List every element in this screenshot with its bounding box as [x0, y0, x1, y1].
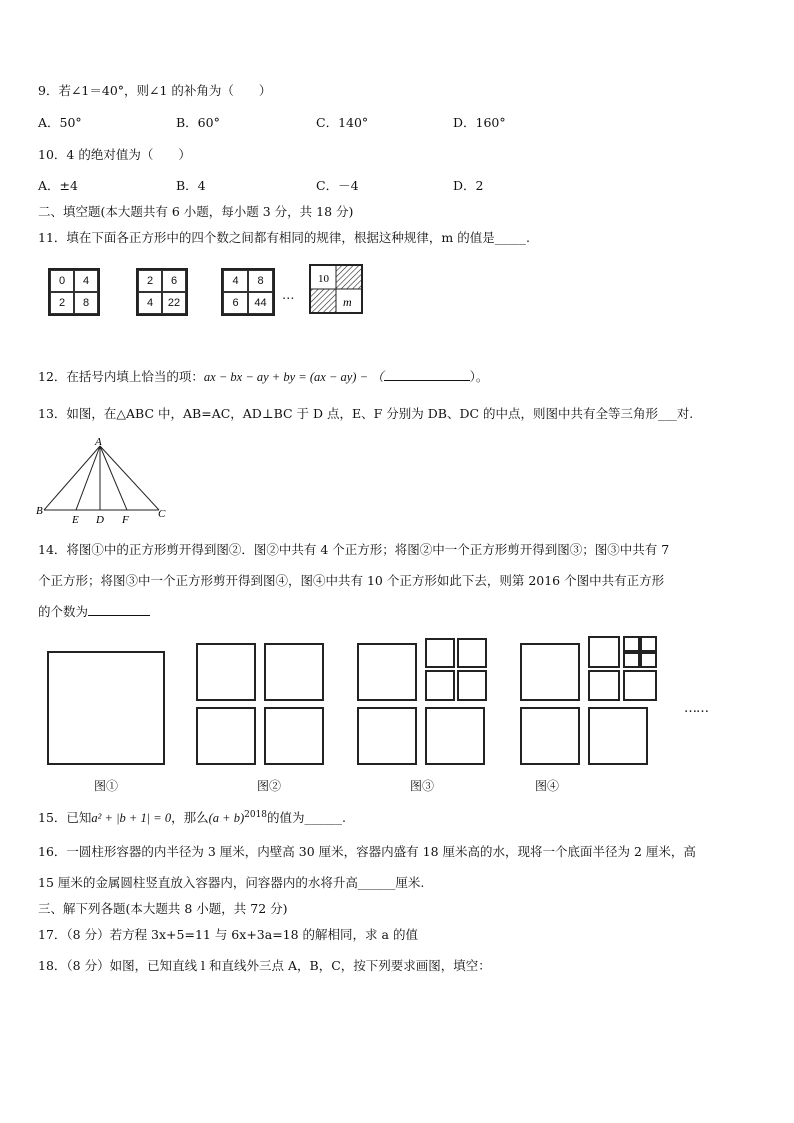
- vertex-label-a: A: [95, 436, 102, 448]
- q15-suffix: 的值为______.: [267, 810, 347, 826]
- cell: 4: [74, 270, 98, 292]
- q9-option-d: D．160°: [453, 115, 506, 130]
- q11-stem: 11．填在下面各正方形中的四个数之间都有相同的规律，根据这种规律，m 的值是_____.: [38, 230, 530, 245]
- cell: 0: [50, 270, 74, 292]
- q15-exponent: 2018: [244, 810, 268, 820]
- q13-stem: 13．如图，在△ABC 中，AB=AC，AD⊥BC 于 D 点，E、F 分别为 DB、DC 的中点，则图中共有全等三角形___对.: [38, 406, 694, 421]
- square-cutting-figures: [40, 632, 740, 772]
- q14-line-3-text: 的个数为: [38, 604, 89, 619]
- q15-expression: (a + b): [208, 811, 245, 826]
- cell: 22: [162, 292, 186, 314]
- fig1-square: [48, 652, 164, 764]
- q10-option-d: D．2: [453, 178, 484, 193]
- q14-line-3: [38, 603, 150, 621]
- triangle-figure: [36, 436, 170, 528]
- sequence-ellipsis: …: [282, 287, 295, 302]
- cell: 4: [138, 292, 162, 314]
- vertex-label-b: B: [36, 505, 43, 517]
- q15-mid: ，那么: [171, 810, 209, 826]
- vertex-label-c: C: [158, 508, 166, 520]
- cell: 10: [318, 273, 329, 285]
- number-square-2: [136, 268, 188, 316]
- fig-label-2: 图②: [257, 779, 282, 793]
- number-square-3: [221, 268, 275, 316]
- cell: 8: [74, 292, 98, 314]
- cell: 2: [138, 270, 162, 292]
- section-2-heading: 二、填空题(本大题共有 6 小题，每小题 3 分，共 18 分): [38, 204, 354, 219]
- q9-option-c: C．140°: [316, 115, 369, 130]
- section-3-heading: 三、解下列各题(本大题共 8 小题，共 72 分): [38, 901, 288, 916]
- q10-option-b: B．4: [176, 178, 206, 193]
- q12-line: [38, 368, 488, 386]
- q12-answer-blank: [384, 368, 470, 381]
- cell: 6: [162, 270, 186, 292]
- q9-option-a: A．50°: [38, 115, 82, 130]
- q15-line: [38, 806, 346, 827]
- cell: 8: [248, 270, 273, 292]
- q16-line-1: 16．一圆柱形容器的内半径为 3 厘米，内壁高 30 厘米，容器内盛有 18 厘米高的水，现将一个底面半径为 2 厘米，高: [38, 844, 696, 859]
- point-label-d: D: [96, 514, 104, 526]
- cell: 2: [50, 292, 74, 314]
- number-square-4: [309, 264, 363, 314]
- hatched-cell: [336, 265, 362, 289]
- q17-stem: 17．（8 分）若方程 3x+5=11 与 6x+3a=18 的解相同，求 a 的值: [38, 927, 418, 942]
- point-label-f: F: [122, 514, 129, 526]
- fig-label-4: 图④: [535, 779, 560, 793]
- cell: 44: [248, 292, 273, 314]
- q12-suffix: ）。: [469, 369, 489, 384]
- continuation-dots: ……: [684, 701, 708, 716]
- fig-label-1: 图①: [94, 779, 119, 793]
- q10-option-c: C．－4: [316, 178, 359, 193]
- hatched-cell: [310, 289, 336, 313]
- q12-expression: ax − bx − ay + by = (ax − ay) − （: [203, 370, 384, 384]
- q14-line-2: 个正方形；将图③中一个正方形剪开得到图④，图④中共有 10 个正方形如此下去，则第 2016 个图中共有正方形: [38, 573, 665, 588]
- q16-line-2: 15 厘米的金属圆柱竖直放入容器内，问容器内的水将升高______厘米.: [38, 875, 425, 890]
- cell: 6: [223, 292, 248, 314]
- q10-option-a: A．±4: [38, 178, 78, 193]
- point-label-e: E: [72, 514, 79, 526]
- q15-condition: a² + |b + 1| = 0: [91, 811, 172, 826]
- q12-prefix: 12．在括号内填上恰当的项：: [38, 369, 204, 384]
- q10-stem: 10．4 的绝对值为（ ）: [38, 147, 191, 162]
- q14-line-1: 14．将图①中的正方形剪开得到图②．图②中共有 4 个正方形；将图②中一个正方形剪开得到图③；图③中共有 7: [38, 542, 670, 557]
- q9-option-b: B．60°: [176, 115, 220, 130]
- q15-prefix: 15．已知: [38, 810, 92, 826]
- q14-answer-blank: [88, 603, 150, 616]
- cell: 4: [223, 270, 248, 292]
- number-square-1: [48, 268, 100, 316]
- cell-m: m: [343, 295, 352, 309]
- q9-stem: 9．若∠1＝40°，则∠1 的补角为（ ）: [38, 83, 272, 98]
- q18-stem: 18．（8 分）如图，已知直线 l 和直线外三点 A，B，C，按下列要求画图，填空：: [38, 958, 491, 973]
- fig-label-3: 图③: [410, 779, 435, 793]
